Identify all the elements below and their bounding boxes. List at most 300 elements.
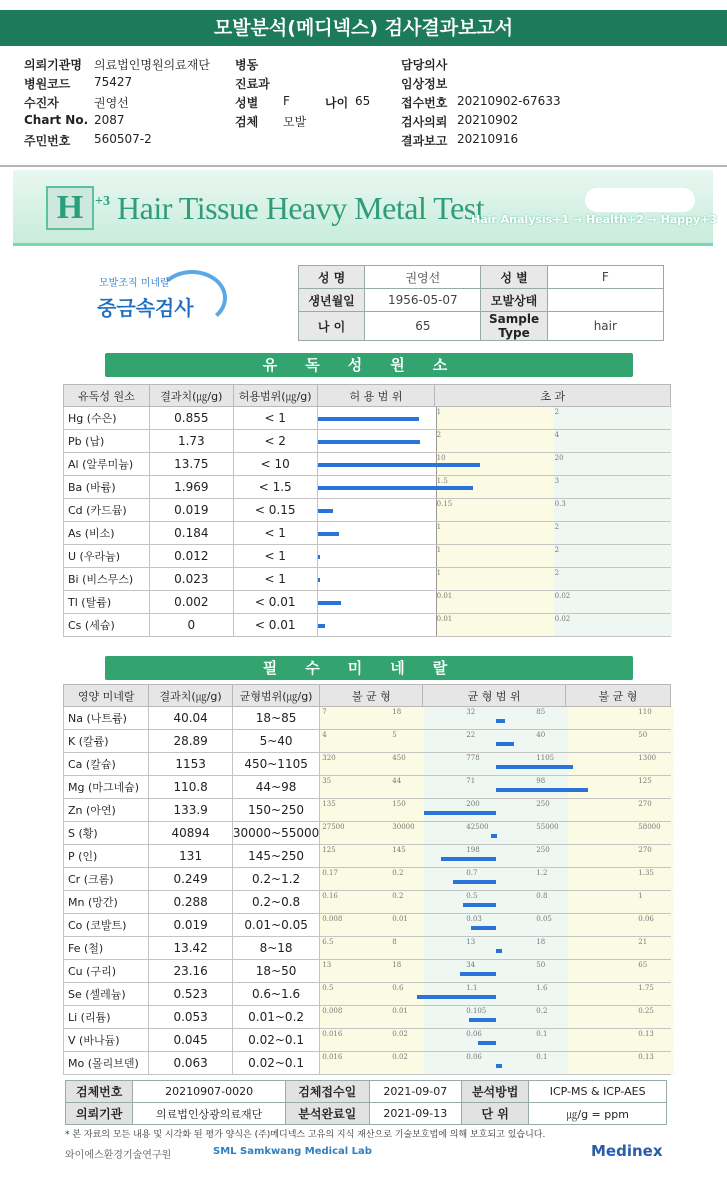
mineral-row [64,776,671,799]
column-header: 허용범위(㎍/g) [233,385,317,407]
tick-label: 2 [436,431,442,439]
mineral-row [64,845,671,868]
element-name: Al (알루미늄) [64,453,150,476]
allowed-range: < 1 [233,407,317,430]
tick-label: 778 [466,754,480,762]
balance-range: 0.02~0.1 [232,1052,319,1075]
info-row [24,94,714,113]
report-title: 모발분석(메디넥스) 검사결과보고서 [0,10,727,46]
result-bar [496,788,588,792]
info-value: 560507-2 [94,132,152,146]
tick-label: 1.2 [536,869,548,877]
mineral-row [64,960,671,983]
tick-label: 18 [536,938,546,946]
tick-label: 0.3 [554,500,566,508]
result-value: 13.42 [149,937,233,960]
info-label: 접수번호 [401,96,448,110]
tick-label: 198 [466,846,480,854]
tick-label: 0.02 [554,592,571,600]
patient-label: 나 이 [299,312,365,341]
info-value: 2087 [94,113,125,127]
result-bar [496,1064,502,1068]
sample-info-label: 검체접수일 [285,1081,369,1103]
sample-info-value: 2021-09-07 [369,1081,461,1103]
element-name: Cu (구리) [64,960,149,983]
tick-label: 98 [536,777,546,785]
tick-label: 250 [536,846,550,854]
toxic-row [64,568,671,591]
result-value: 23.16 [149,960,233,983]
patient-label: Sample Type [481,312,547,341]
column-header: 초 과 [435,385,671,407]
result-value: 0.523 [149,983,233,1006]
info-label: 수진자 [24,96,59,110]
toxic-chart [317,430,670,453]
toxic-chart [317,614,670,637]
result-bar [424,811,496,815]
tick-label: 320 [322,754,336,762]
tick-label: 145 [392,846,406,854]
mineral-row [64,1029,671,1052]
result-bar [469,1018,496,1022]
patient-label: 생년월일 [299,289,365,312]
info-label: 담당의사 [401,58,448,72]
tick-label: 34 [466,961,476,969]
mineral-row [64,868,671,891]
banner-title: Hair Tissue Heavy Metal Test [117,190,485,226]
element-name: Ba (바륨) [64,476,150,499]
balance-range: 30000~55000 [232,822,319,845]
tick-label: 0.5 [466,892,478,900]
result-bar [318,486,473,490]
patient-label: 성 별 [481,266,547,289]
result-bar [318,417,419,421]
banner-subtitle: Hair Analysis+1 → Health+2 → Happy+3 [471,213,718,226]
tick-label: 1.6 [536,984,548,992]
allowed-range: < 0.01 [233,614,317,637]
info-value: 의료법인명원의료재단 [94,58,210,72]
balance-range: 5~40 [232,730,319,753]
mineral-chart [320,983,671,1006]
result-value: 1153 [149,753,233,776]
info-value: 65 [355,94,371,108]
mineral-row [64,707,671,730]
column-header: 결과치(㎍/g) [149,385,233,407]
tick-label: 0.16 [322,892,338,900]
sample-info-table [65,1080,667,1125]
tick-label: 0.01 [392,915,408,923]
sample-info-label: 분석방법 [461,1081,528,1103]
mineral-chart [320,730,671,753]
result-bar [318,463,480,467]
result-value: 0.288 [149,891,233,914]
balance-range: 18~85 [232,707,319,730]
patient-value: 1956-05-07 [365,289,481,312]
medinex-logo: Medinex [591,1142,663,1160]
balance-range: 18~50 [232,960,319,983]
element-name: S (황) [64,822,149,845]
info-row [24,56,714,75]
toxic-chart [317,522,670,545]
element-name: Fe (철) [64,937,149,960]
result-bar [318,578,321,582]
element-name: V (바나듐) [64,1029,149,1052]
result-bar [496,765,572,769]
tick-label: 200 [466,800,480,808]
info-label: 병동 [235,58,259,72]
mineral-row [64,1006,671,1029]
toxic-row [64,522,671,545]
mineral-row [64,1052,671,1075]
tick-label: 135 [322,800,336,808]
tick-label: 22 [466,731,476,739]
toxic-chart [317,453,670,476]
tick-label: 0.2 [392,892,404,900]
column-header: 균형범위(㎍/g) [232,685,319,707]
toxic-chart [317,499,670,522]
tick-label: 65 [638,961,648,969]
element-name: Na (나트륨) [64,707,149,730]
tick-label: 0.02 [392,1030,408,1038]
mineral-chart [320,799,671,822]
tick-label: 10 [436,454,446,462]
balance-range: 0.2~0.8 [232,891,319,914]
result-value: 40.04 [149,707,233,730]
info-label: 주민번호 [24,134,71,148]
allowed-range: < 1 [233,522,317,545]
info-label: 진료과 [235,77,270,91]
mineral-row [64,753,671,776]
info-label: 결과보고 [401,134,448,148]
tick-label: 0.008 [322,1007,343,1015]
element-name: Mo (몰리브덴) [64,1052,149,1075]
toxic-chart [317,591,670,614]
patient-value: 65 [365,312,481,341]
tick-label: 1 [436,546,442,554]
h3-logo: H +3 [46,186,94,230]
mineral-header-row [64,685,671,707]
column-header: 영양 미네랄 [64,685,149,707]
info-row [24,113,714,132]
ys-logo: 와이에스환경기술연구원 [65,1150,172,1161]
result-bar [417,995,496,999]
sample-info-value: ICP-MS & ICP-AES [529,1081,667,1103]
allowed-range: < 1 [233,568,317,591]
sample-info-row [66,1081,667,1103]
tick-label: 6.5 [322,938,334,946]
tick-label: 1 [436,523,442,531]
tick-label: 0.5 [322,984,334,992]
test-banner [13,170,718,246]
tick-label: 4 [554,431,560,439]
tick-label: 21 [638,938,648,946]
element-name: Cs (세슘) [64,614,150,637]
tick-label: 0.016 [322,1053,343,1061]
tick-label: 0.8 [536,892,548,900]
tick-label: 0.05 [536,915,552,923]
element-name: Hg (수은) [64,407,150,430]
column-header: 불 균 형 [320,685,423,707]
copyright-note: * 본 자료의 모든 내용 및 시각화 된 평가 양식은 (주)메디넥스 고유의 지식 재산으로 기술보호법에 의해 보호되고 있습니다. [65,1130,546,1140]
result-value: 0.184 [149,522,233,545]
tick-label: 0.17 [322,869,338,877]
result-value: 0.855 [149,407,233,430]
mineral-chart [320,753,671,776]
balance-range: 145~250 [232,845,319,868]
tick-label: 2 [554,523,560,531]
toxic-chart [317,568,670,591]
result-value: 0.012 [149,545,233,568]
tick-label: 3 [554,477,560,485]
tick-label: 18 [392,708,402,716]
hair-test-report [13,170,718,1170]
toxic-chart [317,476,670,499]
mineral-chart [320,891,671,914]
result-bar [318,532,340,536]
element-name: As (비소) [64,522,150,545]
tick-label: 5 [392,731,397,739]
result-value: 0.002 [149,591,233,614]
mineral-row [64,937,671,960]
patient-value: hair [547,312,663,341]
mineral-table [63,684,671,1075]
element-name: Li (리튬) [64,1006,149,1029]
toxic-row [64,430,671,453]
tick-label: 0.6 [392,984,404,992]
balance-range: 44~98 [232,776,319,799]
element-name: Cd (카드뮴) [64,499,150,522]
mineral-chart [320,845,671,868]
result-value: 1.969 [149,476,233,499]
result-bar [478,1041,496,1045]
info-label: Chart No. [24,113,89,127]
result-value: 133.9 [149,799,233,822]
mineral-chart [320,1029,671,1052]
result-bar [471,926,496,930]
tick-label: 13 [466,938,476,946]
tick-label: 0.13 [638,1030,654,1038]
element-name: Cr (크롬) [64,868,149,891]
balance-range: 8~18 [232,937,319,960]
tick-label: 0.02 [392,1053,408,1061]
toxic-header-row [64,385,671,407]
column-header: 결과치(㎍/g) [149,685,233,707]
tick-label: 0.06 [466,1030,482,1038]
tick-label: 270 [638,800,652,808]
mineral-chart [320,707,671,730]
info-value: F [283,94,290,108]
mineral-chart [320,776,671,799]
mineral-row [64,799,671,822]
toxic-chart [317,545,670,568]
tick-label: 0.06 [638,915,654,923]
tick-label: 32 [466,708,476,716]
mineral-row [64,730,671,753]
info-label: 의뢰기관명 [24,58,82,72]
info-row [24,132,714,151]
patient-row [299,312,664,341]
result-value: 131 [149,845,233,868]
result-value: 40894 [149,822,233,845]
tick-label: 450 [392,754,406,762]
tick-label: 8 [392,938,397,946]
patient-row [299,266,664,289]
result-value: 1.73 [149,430,233,453]
tick-label: 1.35 [638,869,654,877]
allowed-range: < 0.01 [233,591,317,614]
tick-label: 0.008 [322,915,343,923]
sample-info-value: 20210907-0020 [133,1081,285,1103]
tick-label: 250 [536,800,550,808]
patient-label: 모발상태 [481,289,547,312]
result-value: 110.8 [149,776,233,799]
toxic-row [64,545,671,568]
result-value: 0 [149,614,233,637]
balance-range: 0.2~1.2 [232,868,319,891]
element-name: Bi (비스무스) [64,568,150,591]
tick-label: 0.2 [392,869,404,877]
footer-logos [65,1142,675,1168]
allowed-range: < 2 [233,430,317,453]
tick-label: 1300 [638,754,657,762]
mineral-chart [320,868,671,891]
mineral-chart [320,1052,671,1075]
tick-label: 2 [554,546,560,554]
info-value: 모발 [283,115,307,129]
result-value: 0.019 [149,499,233,522]
tick-label: 150 [392,800,406,808]
tick-label: 1 [436,569,442,577]
sample-info-row [66,1103,667,1125]
element-name: Co (코발트) [64,914,149,937]
tick-label: 0.01 [392,1007,408,1015]
tick-label: 0.25 [638,1007,654,1015]
tick-label: 0.2 [536,1007,548,1015]
sample-info-value: 2021-09-13 [369,1103,461,1125]
element-name: U (우라늄) [64,545,150,568]
result-bar [453,880,496,884]
info-label: 임상정보 [401,77,448,91]
result-bar [496,742,514,746]
sample-info-value: ㎍/g = ppm [529,1103,667,1125]
result-value: 0.023 [149,568,233,591]
mineral-chart [320,822,671,845]
tick-label: 2 [554,569,560,577]
tick-label: 0.13 [638,1053,654,1061]
tick-label: 1 [436,408,442,416]
element-name: Zn (아연) [64,799,149,822]
balance-range: 150~250 [232,799,319,822]
patient-row [299,289,664,312]
sample-info-label: 의뢰기관 [66,1103,133,1125]
balance-range: 0.02~0.1 [232,1029,319,1052]
allowed-range: < 0.15 [233,499,317,522]
info-value: 20210902-67633 [457,94,561,108]
result-bar [318,555,320,559]
tick-label: 13 [322,961,332,969]
patient-value: F [547,266,663,289]
info-value: 75427 [94,75,133,89]
toxic-row [64,499,671,522]
tick-label: 1.1 [466,984,478,992]
mineral-chart [320,1006,671,1029]
tick-label: 0.1 [536,1030,548,1038]
tick-label: 50 [638,731,648,739]
patient-label: 성 명 [299,266,365,289]
tick-label: 125 [322,846,336,854]
tick-label: 71 [466,777,476,785]
tick-label: 27500 [322,823,345,831]
mineral-chart [320,937,671,960]
tick-label: 7 [322,708,327,716]
tick-label: 4 [322,731,327,739]
mineral-row [64,891,671,914]
result-bar [318,440,420,444]
balance-range: 0.01~0.2 [232,1006,319,1029]
element-name: Se (셀레늄) [64,983,149,1006]
toxic-row [64,453,671,476]
result-value: 0.249 [149,868,233,891]
element-name: Ca (칼슘) [64,753,149,776]
mineral-chart [320,960,671,983]
info-value: 20210902 [457,113,519,127]
result-bar [318,509,333,513]
mineral-row [64,822,671,845]
tick-label: 0.7 [466,869,478,877]
tick-label: 125 [638,777,652,785]
tick-label: 18 [392,961,402,969]
info-label: 병원코드 [24,77,71,91]
info-label: 성별 [235,96,259,110]
result-bar [463,903,496,907]
mineral-chart [320,914,671,937]
tick-label: 44 [392,777,402,785]
element-name: K (칼륨) [64,730,149,753]
tick-label: 0.105 [466,1007,487,1015]
tick-label: 20 [554,454,564,462]
sml-logo: SML Samkwang Medical Lab [213,1146,372,1157]
result-value: 0.063 [149,1052,233,1075]
tick-label: 1 [638,892,643,900]
balance-range: 0.01~0.05 [232,914,319,937]
tick-label: 0.1 [536,1053,548,1061]
toxic-row [64,591,671,614]
info-label: 검사의뢰 [401,115,448,129]
tick-label: 42500 [466,823,489,831]
tick-label: 1105 [536,754,555,762]
result-value: 0.053 [149,1006,233,1029]
toxic-chart [317,407,670,430]
tick-label: 0.02 [554,615,571,623]
sample-info-label: 분석완료일 [285,1103,369,1125]
mineral-section-header: 필수미네랄 [105,656,633,680]
allowed-range: < 1.5 [233,476,317,499]
tick-label: 0.01 [436,592,453,600]
balance-range: 0.6~1.6 [232,983,319,1006]
result-bar [318,624,325,628]
mineral-row [64,983,671,1006]
result-bar [491,834,497,838]
tick-label: 58000 [638,823,661,831]
toxic-row [64,476,671,499]
info-row [24,75,714,94]
tick-label: 270 [638,846,652,854]
result-value: 0.019 [149,914,233,937]
mineral-logo: 모발조직 미네랄 중금속검사 [87,268,247,328]
tick-label: 0.06 [466,1053,482,1061]
column-header: 허 용 범 위 [317,385,435,407]
patient-value: 권영선 [365,266,481,289]
